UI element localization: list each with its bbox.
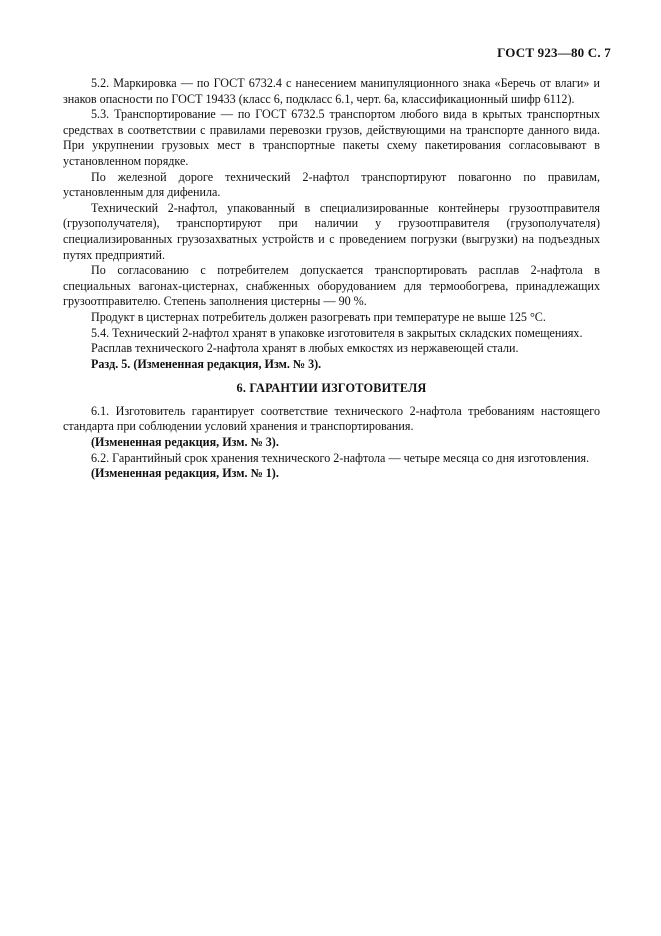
paragraph-6-2: 6.2. Гарантийный срок хранения технического 2-нафтола — четыре месяца со дня изготовления. (91, 450, 590, 465)
document-body (63, 76, 600, 482)
paragraph-containers: Технический 2-нафтол, упакованный в специализированные контейнеры грузоотправителя (грузополучателя), транспортируют при наличии у грузоотправителя (грузополучателя) специализированных грузозахватных устройств и с проведением погрузки (выгрузки) на подъездных путях предприятий. (63, 200, 600, 262)
revision-note-6-2: (Измененная редакция, Изм. № 1). (91, 466, 279, 481)
paragraph-5-4: 5.4. Технический 2-нафтол хранят в упаковке изготовителя в закрытых складских помещениях. (91, 325, 583, 340)
paragraph-railway: По железной дороге технический 2-нафтол транспортируют повагонно по правилам, установленным для дифенила. (63, 169, 600, 200)
section-6-title: 6. ГАРАНТИИ ИЗГОТОВИТЕЛЯ (236, 381, 427, 396)
paragraph-melt-storage: Расплав технического 2-нафтола хранят в любых емкостях из нержавеющей стали. (91, 341, 519, 356)
paragraph-tank-cars: По согласованию с потребителем допускается транспортировать расплав 2-нафтола в специальных вагонах-цистернах, снабженных оборудованием для термообогрева, принадлежащих грузоотправителю. Степень заполнения цистерны — 90 %. (63, 263, 600, 309)
page-header: ГОСТ 923—80 С. 7 (497, 45, 611, 60)
revision-note-6-1: (Измененная редакция, Изм. № 3). (91, 435, 279, 450)
revision-note-section-5: Разд. 5. (Измененная редакция, Изм. № 3). (91, 356, 322, 371)
paragraph-5-3: 5.3. Транспортирование — по ГОСТ 6732.5 транспортом любого вида в крытых транспортных средствах в соответствии с правилами перевозки грузов, действующими на транспорте данного вида. При укрупнении грузовых мест в транспортные пакеты схему пакетирования согласовывают в установленном порядке. (63, 107, 600, 168)
paragraph-6-1: 6.1. Изготовитель гарантирует соответствие технического 2-нафтола требованиям настоящего стандарта при соблюдении условий хранения и транспортирования. (63, 403, 600, 434)
paragraph-heating: Продукт в цистернах потребитель должен разогревать при температуре не выше 125 °С. (91, 309, 546, 324)
paragraph-5-2: 5.2. Маркировка — по ГОСТ 6732.4 с нанесением манипуляционного знака «Беречь от влаги» и знаков опасности по ГОСТ 19433 (класс 6, подкласс 6.1, черт. 6а, классификационный шифр 6112). (63, 76, 600, 106)
